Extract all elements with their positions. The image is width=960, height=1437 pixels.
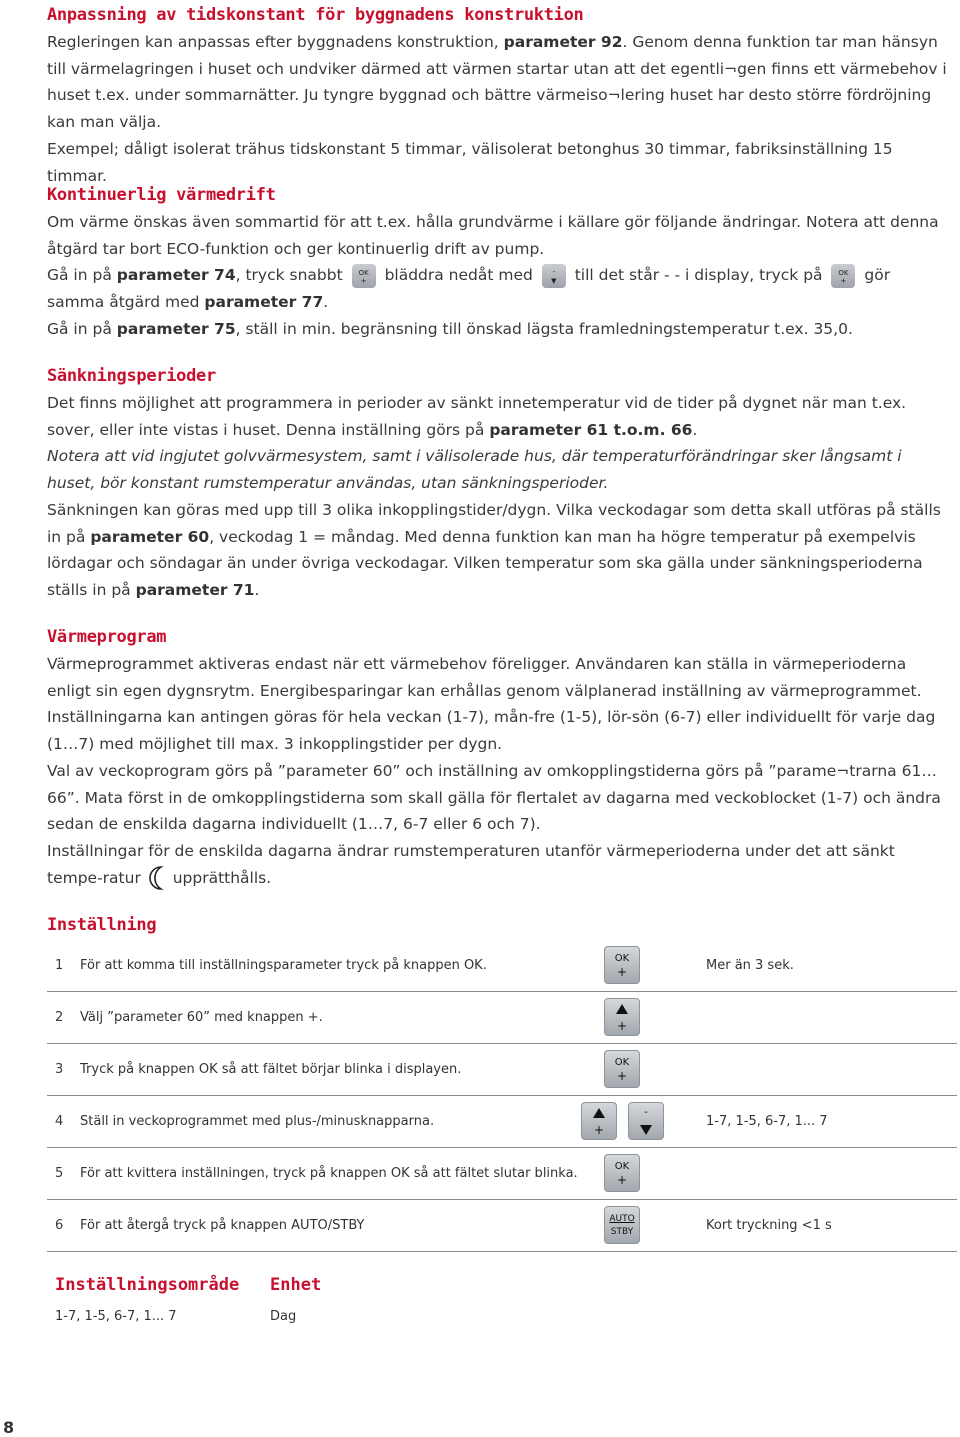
param-77: parameter 77 [204, 293, 324, 312]
heading-installning: Inställning [47, 915, 157, 935]
auto-stby-button-icon: AUTO STBY [604, 1206, 640, 1244]
text: Gå in på [47, 266, 117, 285]
text: Gå in på [47, 319, 117, 338]
step-text: För att komma till inställningsparameter tryck på knappen OK. [80, 958, 487, 973]
ok-plus-button-icon: OK + [604, 1050, 640, 1088]
paragraph-varmeprogram-4 [47, 838, 952, 891]
step-number: 1 [55, 958, 64, 973]
up-plus-button-icon: + [581, 1102, 617, 1140]
page-number: 8 [3, 1418, 15, 1437]
step-text: Välj ”parameter 60” med knappen +. [80, 1010, 323, 1025]
paragraph-kontinuerlig-intro: Om värme önskas även sommartid för att t.ex. hålla grundvärme i källare gör följande ändringar. Notera att denna åtgärd tar bort ECO-funktion och ger kontinuerlig drift av pump. [47, 213, 939, 258]
heading-kontinuerlig: Kontinuerlig värmedrift [47, 185, 276, 205]
paragraph-tidskonstant [47, 29, 952, 136]
step-text: För att återgå tryck på knappen AUTO/STBY [80, 1218, 365, 1233]
heading-varmeprogram: Värmeprogram [47, 627, 167, 647]
range-block [55, 1275, 239, 1324]
minus-down-button-icon: - [628, 1102, 664, 1140]
ok-plus-button-icon: OK + [831, 264, 855, 288]
text: . [323, 293, 329, 312]
up-plus-button-icon: + [604, 998, 640, 1036]
paragraph-varmeprogram-1: Värmeprogrammet aktiveras endast när ett värmebehov föreligger. Användaren kan ställa in värmeperioderna enligt sin egen dygnsrytm. Energibesparingar kan erhållas genom välplanerad inställning av värmeprogrammet. [47, 655, 922, 700]
paragraph-kontinuerlig-steps [47, 262, 952, 315]
text: , ställ in min. begränsning till önskad lägsta framledningstemperatur t.ex. 35,0. [235, 319, 853, 338]
step-note: Kort tryckning <1 s [706, 1218, 832, 1233]
paragraph-exempel: Exempel; dåligt isolerat trähus tidskonstant 5 timmar, välisolerat betonghus 30 timmar, fabriksinställning 15 timmar. [47, 139, 893, 185]
paragraph-varmeprogram-2: Inställningarna kan antingen göras för hela veckan (1-7), mån-fre (1-5), lör-sön (6-7) eller individuellt för varje dag (1…7) med möjlighet till max. 3 inkopplingstider per dygn. [47, 708, 936, 754]
text: , veckodag 1 = måndag. Med denna funktion kan man ha högre temperatur på exempelvis lördagar och söndagar än under övriga veckodagar. Vilken temperatur som ska gälla under sänkningsperioderna ställs in på [47, 527, 923, 599]
ok-plus-button-icon: OK + [604, 1154, 640, 1192]
heading-sankning: Sänkningsperioder [47, 366, 216, 386]
paragraph-varmeprogram-3: Val av veckoprogram görs på ”parameter 60” och inställning av omkopplingstiderna görs på ”parame¬trarna 61…66”. Mata först in de omkopplingstiderna som skall gälla för flertalet av dagarna med veckoblocket (1-7) och ändra sedan de enskilda dagarna individuellt (1…7, 6-7 eller 6 och 7). [47, 761, 941, 834]
section-sankning [47, 364, 952, 604]
text: . [254, 580, 260, 599]
ok-plus-button-icon: OK + [352, 264, 376, 288]
step-number: 2 [55, 1010, 64, 1025]
param-74: parameter 74 [116, 266, 236, 285]
range-value: 1-7, 1-5, 6-7, 1... 7 [55, 1309, 177, 1324]
param-75: parameter 75 [116, 319, 236, 338]
section-varmeprogram [47, 625, 952, 891]
moon-icon [146, 865, 168, 891]
param-60: parameter 60 [90, 527, 210, 546]
param-92: parameter 92 [503, 33, 623, 51]
text: Det finns möjlighet att programmera in perioder av sänkt innetemperatur vid de tider på dygnet när man t.ex. sover, eller inte vistas i huset. Denna inställning görs på [47, 394, 907, 439]
text: bläddra nedåt med [384, 266, 533, 285]
range-label: Inställningsområde [55, 1275, 240, 1295]
step-number: 5 [55, 1166, 64, 1181]
step-row [47, 1044, 957, 1096]
step-number: 3 [55, 1062, 64, 1077]
paragraph-sankning-details [47, 497, 952, 604]
step-row [47, 1148, 957, 1200]
text: . Genom denna funktion tar man hänsyn till värmelagringen i huset och undviker därmed att värmen startar utan att det egentli¬gen finns ett värmebehov i huset t.ex. under sommarnätter. Ju tyngre byggnad och bättre värmeiso¬lering huset har desto större fördröjning kan man välja. [47, 33, 947, 132]
step-row [47, 1096, 957, 1148]
step-text: Tryck på knappen OK så att fältet börjar blinka i displayen. [80, 1062, 462, 1077]
step-row [47, 940, 957, 992]
unit-block [270, 1275, 321, 1324]
section-installning [47, 913, 952, 937]
ok-plus-button-icon: OK + [604, 946, 640, 984]
step-number: 6 [55, 1218, 64, 1233]
paragraph-sankning-note: Notera att vid ingjutet golvvärmesystem, samt i välisolerade hus, där temperaturförändringar sker långsamt i huset, bör konstant rumstemperatur användas, utan sänkningsperioder. [47, 447, 902, 493]
paragraph-param-75 [47, 316, 952, 343]
minus-down-button-icon: - ▼ [542, 264, 566, 288]
section-kontinuerlig [47, 183, 952, 343]
section-tidskonstant [47, 3, 952, 189]
steps-table [47, 940, 957, 1252]
step-note: Mer än 3 sek. [706, 958, 794, 973]
step-text: Ställ in veckoprogrammet med plus-/minusknapparna. [80, 1114, 435, 1129]
text: Sänkningen kan göras med upp till 3 olika inkopplingstider/dygn. Vilka veckodagar som detta skall utföras på ställs in på [47, 500, 941, 546]
unit-label: Enhet [270, 1275, 322, 1295]
text: till det står - - i display, tryck på [574, 266, 823, 285]
paragraph-sankning-intro [47, 390, 952, 443]
text: Inställningar för de enskilda dagarna ändrar rumstemperaturen utanför värmeperioderna under det att sänkt tempe-ratur [47, 841, 895, 887]
step-note: 1-7, 1-5, 6-7, 1... 7 [706, 1114, 828, 1129]
step-number: 4 [55, 1114, 64, 1129]
text: , tryck snabbt [235, 266, 343, 285]
unit-value: Dag [270, 1309, 297, 1324]
text: upprätthålls. [172, 868, 272, 887]
text: Regleringen kan anpassas efter byggnadens konstruktion, [47, 33, 504, 51]
step-row [47, 1200, 957, 1252]
step-row [47, 992, 957, 1044]
step-text: För att kvittera inställningen, tryck på knappen OK så att fältet slutar blinka. [80, 1166, 578, 1181]
heading-tidskonstant: Anpassning av tidskonstant för byggnadens konstruktion [47, 5, 584, 25]
param-61-66: parameter 61 t.o.m. 66 [489, 420, 693, 439]
text: gör samma åtgärd med [47, 266, 891, 312]
text: . [692, 420, 698, 439]
param-71: parameter 71 [135, 580, 255, 599]
